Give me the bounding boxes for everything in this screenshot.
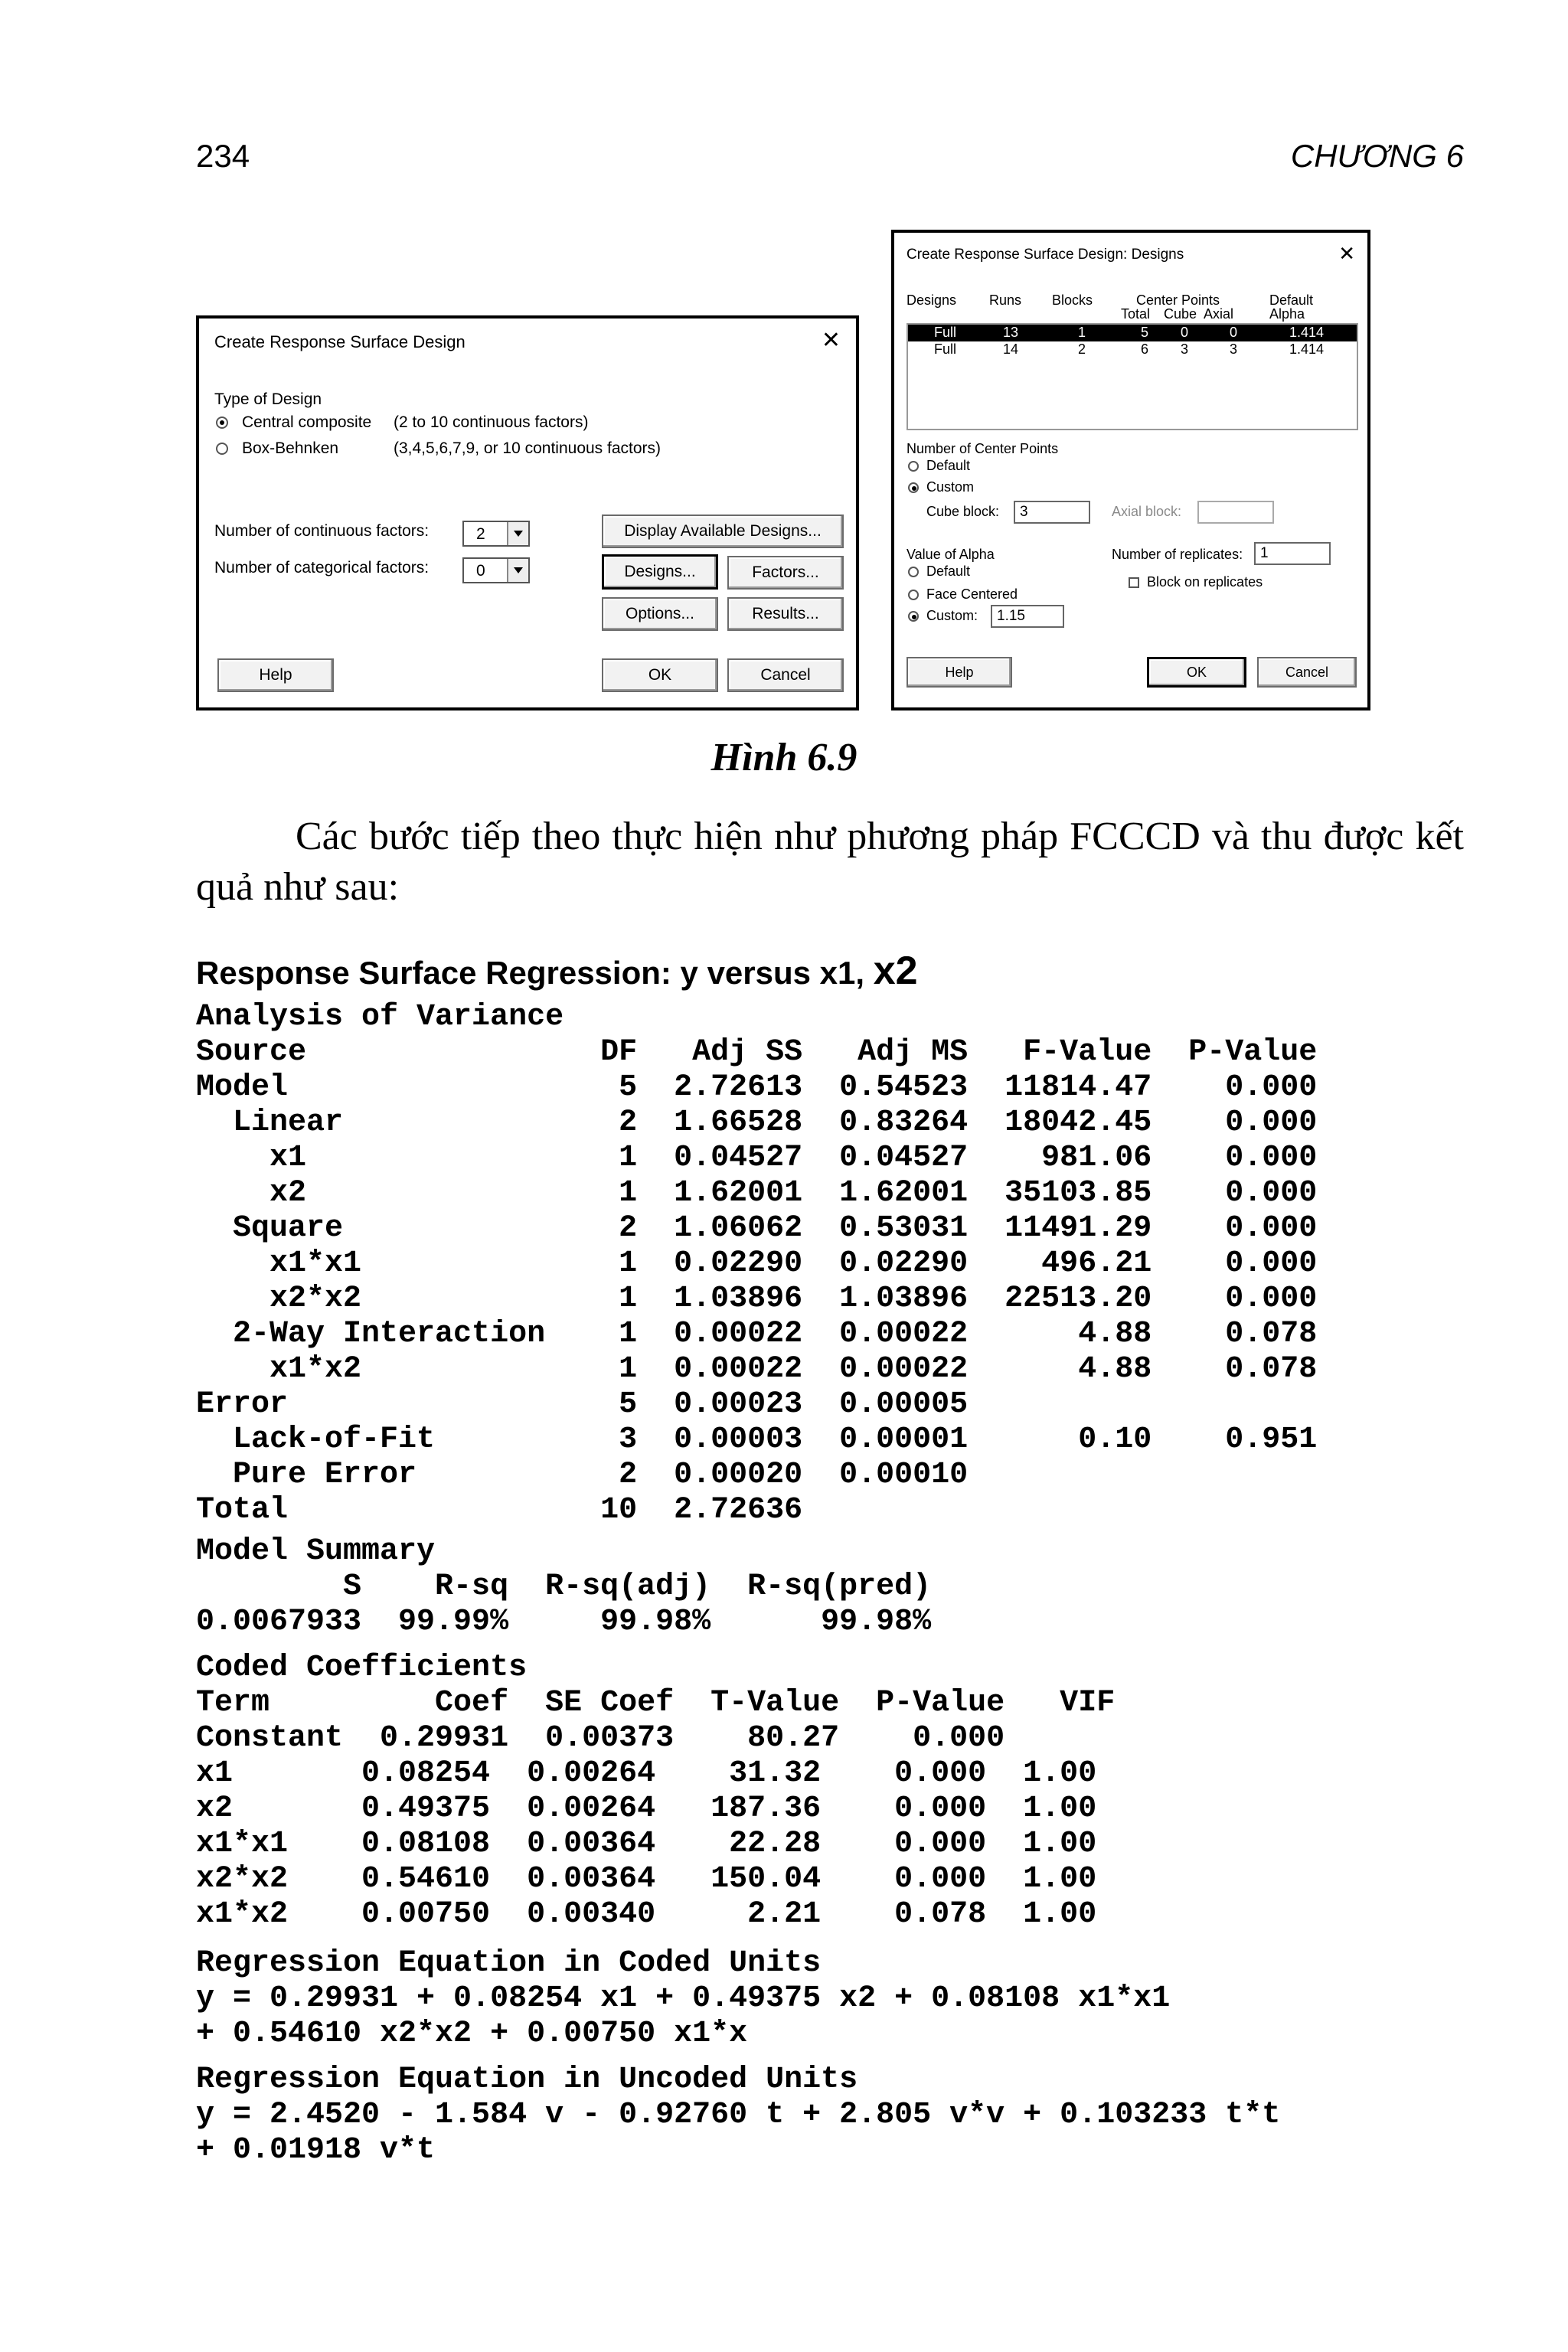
summary-line: 0.0067933 99.99% 99.98% 99.98% — [196, 1605, 932, 1639]
central-composite-note: (2 to 10 continuous factors) — [394, 413, 589, 431]
cell-runs: 13 — [1003, 325, 1019, 340]
table-row[interactable] — [908, 325, 1357, 341]
cell-blocks: 2 — [1078, 341, 1086, 357]
anova-line: x2 1 1.62001 1.62001 35103.85 0.000 — [196, 1176, 1318, 1210]
center-points-default-label: Default — [926, 458, 971, 473]
cell-blocks: 1 — [1078, 325, 1086, 340]
continuous-factors-label: Number of continuous factors: — [214, 522, 430, 540]
replicates-input[interactable]: 1 — [1254, 542, 1331, 565]
alpha-custom-label: Custom: — [926, 608, 978, 623]
table-row[interactable] — [908, 341, 1357, 358]
continuous-factors-value: 2 — [476, 525, 485, 543]
block-on-replicates-checkbox[interactable] — [1129, 577, 1139, 588]
create-response-surface-design-dialog — [196, 315, 859, 710]
categorical-factors-label: Number of categorical factors: — [214, 559, 430, 577]
page-number: 234 — [196, 138, 250, 174]
col-cube: Cube — [1164, 306, 1197, 322]
col-center-points: Center Points — [1136, 292, 1220, 308]
anova-line: Model 5 2.72613 0.54523 11814.47 0.000 — [196, 1070, 1318, 1105]
close-icon[interactable]: ✕ — [821, 328, 841, 353]
uncoded-equation — [196, 2063, 1280, 2168]
coef-line: x2*x2 0.54610 0.00364 150.04 0.000 1.00 — [196, 1862, 1097, 1896]
anova-line: Error 5 0.00023 0.00005 — [196, 1387, 969, 1422]
cell-total: 6 — [1141, 341, 1149, 357]
cell-design: Full — [934, 325, 957, 340]
col-alpha: Alpha — [1269, 306, 1305, 322]
uncoded-eq-line: + 0.01918 v*t — [196, 2133, 436, 2167]
cell-alpha: 1.414 — [1289, 325, 1325, 340]
anova-line: 2-Way Interaction 1 0.00022 0.00022 4.88 0.078 — [196, 1317, 1318, 1351]
type-of-design-label: Type of Design — [214, 390, 322, 408]
ok-button[interactable]: OK — [602, 658, 718, 692]
continuous-factors-select[interactable] — [462, 521, 530, 547]
cancel-button[interactable]: Cancel — [727, 658, 844, 692]
uncoded-eq-heading: Regression Equation in Uncoded Units — [196, 2063, 858, 2097]
box-behnken-note: (3,4,5,6,7,9, or 10 continuous factors) — [394, 439, 662, 457]
cube-block-label: Cube block: — [926, 504, 1000, 519]
center-points-label: Number of Center Points — [906, 441, 1059, 456]
output-title-x2: x2 — [873, 949, 918, 993]
anova-line: Total 10 2.72636 — [196, 1493, 803, 1527]
cell-design: Full — [934, 341, 957, 357]
coded-eq-heading: Regression Equation in Coded Units — [196, 1946, 822, 1981]
coef-line: Term Coef SE Coef T-Value P-Value VIF — [196, 1686, 1116, 1720]
center-points-default-radio[interactable] — [908, 461, 919, 472]
cell-axial: 0 — [1230, 325, 1238, 340]
cell-runs: 14 — [1003, 341, 1019, 357]
anova-line: Linear 2 1.66528 0.83264 18042.45 0.000 — [196, 1106, 1318, 1140]
anova-heading: Analysis of Variance — [196, 1000, 564, 1034]
coef-line: x2 0.49375 0.00264 187.36 0.000 1.00 — [196, 1792, 1097, 1826]
coef-line: x1*x1 0.08108 0.00364 22.28 0.000 1.00 — [196, 1827, 1097, 1861]
chapter-heading: CHƯƠNG 6 — [1290, 138, 1464, 174]
designs-list[interactable] — [906, 323, 1358, 430]
col-runs: Runs — [989, 292, 1022, 308]
coded-eq-line: y = 0.29931 + 0.08254 x1 + 0.49375 x2 + 0.08108 x1*x1 — [196, 1981, 1171, 2016]
anova-table — [196, 1000, 1317, 1528]
categorical-factors-select[interactable] — [462, 557, 530, 583]
axial-block-label: Axial block: — [1112, 504, 1182, 519]
close-icon[interactable]: ✕ — [1338, 242, 1355, 265]
col-blocks: Blocks — [1052, 292, 1093, 308]
categorical-factors-value: 0 — [476, 562, 485, 580]
dialog-title: Create Response Surface Design: Designs — [906, 247, 1184, 263]
anova-line: Source DF Adj SS Adj MS F-Value P-Value — [196, 1035, 1318, 1070]
col-axial: Axial — [1204, 306, 1234, 322]
chevron-down-icon[interactable] — [507, 559, 528, 582]
anova-line: Square 2 1.06062 0.53031 11491.29 0.000 — [196, 1211, 1318, 1246]
col-total: Total — [1121, 306, 1151, 322]
display-available-designs-button[interactable]: Display Available Designs... — [602, 514, 844, 548]
summary-heading: Model Summary — [196, 1534, 436, 1569]
cell-cube: 3 — [1181, 341, 1189, 357]
block-on-replicates-label: Block on replicates — [1147, 574, 1263, 590]
coef-line: x1*x2 0.00750 0.00340 2.21 0.078 1.00 — [196, 1897, 1097, 1932]
replicates-label: Number of replicates: — [1112, 547, 1243, 562]
coded-eq-line: + 0.54610 x2*x2 + 0.00750 x1*x — [196, 2017, 748, 2051]
coded-coefficients — [196, 1651, 1115, 1932]
coef-heading: Coded Coefficients — [196, 1651, 528, 1685]
help-button[interactable]: Help — [906, 657, 1012, 688]
output-title-text: Response Surface Regression: y versus x1, — [196, 955, 865, 991]
cell-axial: 3 — [1230, 341, 1238, 357]
dialog-title: Create Response Surface Design — [214, 332, 466, 351]
anova-line: x1 1 0.04527 0.04527 981.06 0.000 — [196, 1141, 1318, 1175]
body-paragraph: Các bước tiếp theo thực hiện như phương pháp FCCCD và thu được kết quả như sau: — [196, 815, 1464, 909]
col-designs: Designs — [906, 292, 957, 308]
anova-line: Lack-of-Fit 3 0.00003 0.00001 0.10 0.951 — [196, 1423, 1318, 1457]
axial-block-input[interactable] — [1197, 501, 1274, 524]
cell-total: 5 — [1141, 325, 1149, 340]
help-button[interactable]: Help — [217, 658, 334, 692]
designs-dialog — [891, 230, 1370, 710]
alpha-custom-radio[interactable] — [908, 611, 919, 622]
cube-block-input[interactable]: 3 — [1014, 501, 1090, 524]
alpha-label: Value of Alpha — [906, 547, 995, 562]
box-behnken-radio[interactable] — [216, 443, 228, 455]
alpha-face-centered-radio[interactable] — [908, 590, 919, 600]
col-default: Default — [1269, 292, 1314, 308]
designs-button[interactable]: Designs... — [602, 554, 718, 590]
cell-cube: 0 — [1181, 325, 1189, 340]
options-button[interactable]: Options... — [602, 597, 718, 631]
alpha-default-radio[interactable] — [908, 567, 919, 577]
figure-caption: Hình 6.9 — [710, 736, 858, 779]
alpha-face-centered-label: Face Centered — [926, 586, 1018, 602]
model-summary — [196, 1534, 931, 1640]
anova-line: x1*x2 1 0.00022 0.00022 4.88 0.078 — [196, 1352, 1318, 1387]
anova-line: Pure Error 2 0.00020 0.00010 — [196, 1458, 969, 1492]
output-title — [196, 948, 918, 994]
center-points-custom-radio[interactable] — [908, 482, 919, 493]
center-points-custom-label: Custom — [926, 479, 975, 495]
summary-line: S R-sq R-sq(adj) R-sq(pred) — [196, 1570, 932, 1604]
alpha-default-label: Default — [926, 564, 971, 579]
chevron-down-icon[interactable] — [507, 522, 528, 545]
cell-alpha: 1.414 — [1289, 341, 1325, 357]
central-composite-radio[interactable] — [216, 416, 228, 429]
coded-equation — [196, 1946, 1170, 2052]
results-button[interactable]: Results... — [727, 597, 844, 631]
cancel-button[interactable]: Cancel — [1257, 657, 1357, 688]
alpha-custom-input[interactable]: 1.15 — [991, 605, 1064, 628]
central-composite-label: Central composite — [242, 413, 372, 431]
factors-button[interactable]: Factors... — [727, 556, 844, 590]
coef-line: Constant 0.29931 0.00373 80.27 0.000 — [196, 1721, 1005, 1756]
anova-line: x2*x2 1 1.03896 1.03896 22513.20 0.000 — [196, 1282, 1318, 1316]
box-behnken-label: Box-Behnken — [242, 439, 339, 457]
coef-line: x1 0.08254 0.00264 31.32 0.000 1.00 — [196, 1756, 1097, 1791]
uncoded-eq-line: y = 2.4520 - 1.584 v - 0.92760 t + 2.805 v*v + 0.103233 t*t — [196, 2098, 1281, 2132]
ok-button[interactable]: OK — [1147, 657, 1246, 688]
anova-line: x1*x1 1 0.02290 0.02290 496.21 0.000 — [196, 1246, 1318, 1281]
